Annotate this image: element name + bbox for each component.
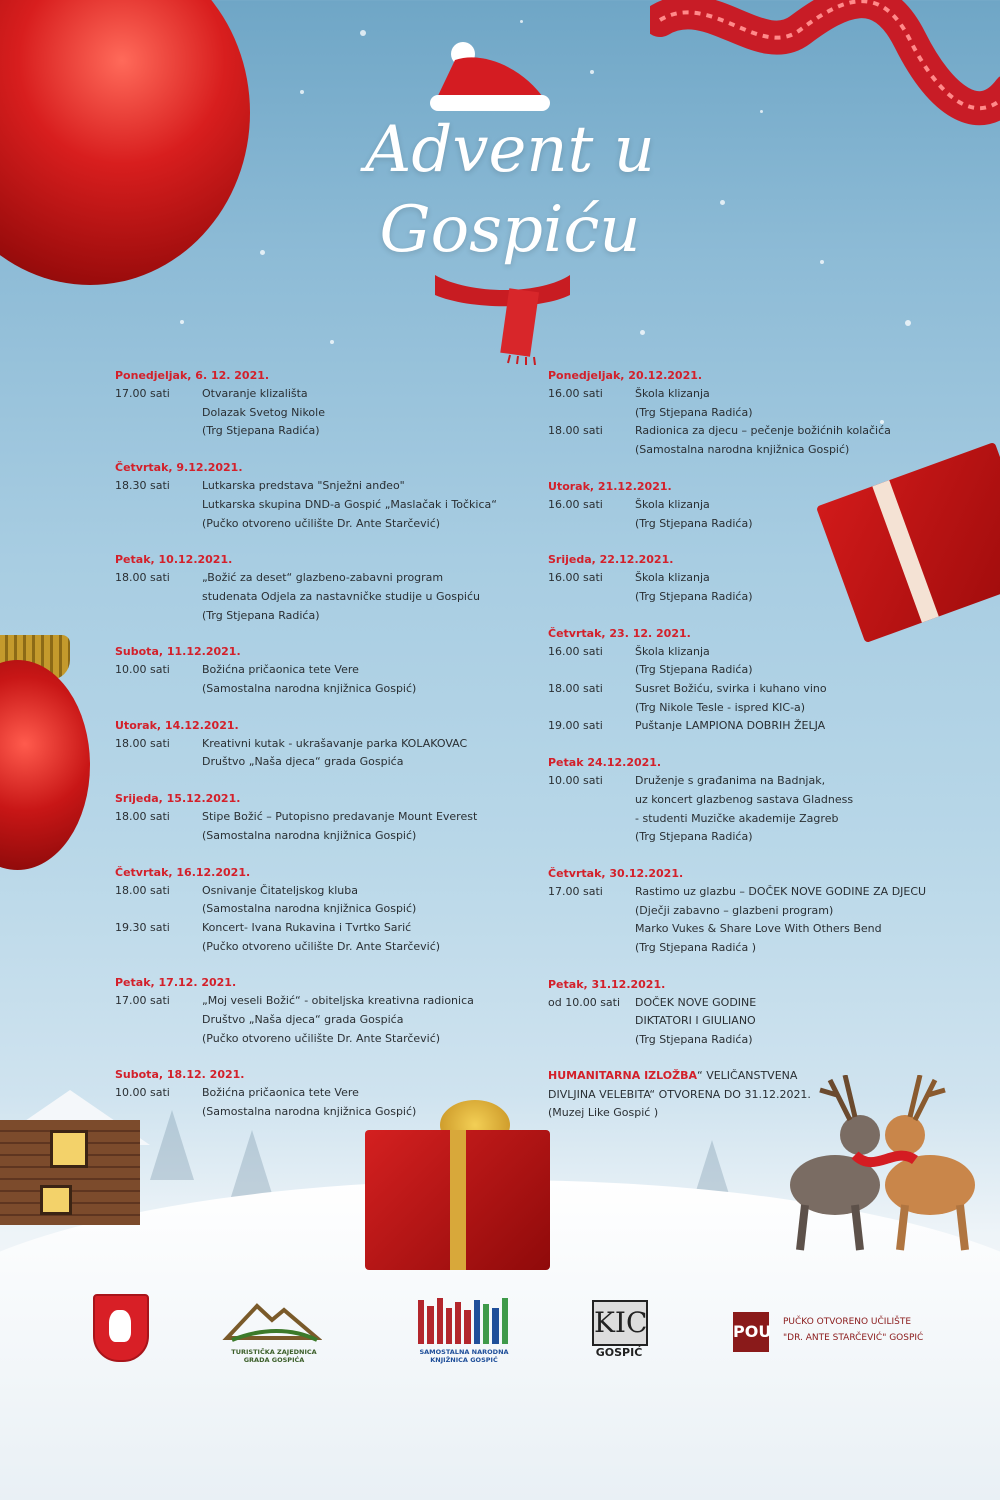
event-line: (Trg Stjepana Radića ): [635, 941, 757, 955]
event-line: (Dječji zabavno – glazbeni program): [635, 903, 834, 917]
tourist-board-name: TURISTIČKA ZAJEDNICA GRADA GOSPIĆA: [231, 1348, 317, 1364]
event-line: Stipe Božić – Putopisno predavanje Mount Everest: [202, 810, 478, 824]
event-line: (Pučko otvoreno učilište Dr. Ante Starčević): [202, 1031, 441, 1045]
page-title: [320, 110, 700, 270]
day-title: Petak, 10.12.2021.: [115, 553, 233, 567]
event-line: DIKTATORI I GIULIANO: [635, 1014, 756, 1028]
event-line: (Samostalna narodna knjižnica Gospić): [202, 1105, 417, 1119]
humanitarian-exhibition-note: [548, 1067, 968, 1123]
event-line: Rastimo uz glazbu – DOČEK NOVE GODINE ZA DJECU: [635, 884, 927, 898]
day-title: Četvrtak, 30.12.2021.: [548, 866, 684, 880]
day-title: Četvrtak, 23. 12. 2021.: [548, 626, 691, 640]
event-row: [115, 385, 515, 441]
event-line: (Pučko otvoreno učilište Dr. Ante Starčević): [202, 516, 441, 530]
day-block: [548, 366, 968, 460]
event-row: [548, 385, 968, 422]
event-line: Škola klizanja: [635, 387, 710, 400]
event-time: od 10.00 sati: [548, 995, 621, 1009]
schedule-left-column: [115, 366, 515, 1139]
title-line-2: Gospiću: [379, 193, 641, 267]
event-row: [115, 735, 515, 772]
day-block: [115, 863, 515, 957]
event-line: - studenti Muzičke akademije Zagreb: [635, 811, 839, 825]
event-line: (Pučko otvoreno učilište Dr. Ante Starčević): [202, 939, 441, 953]
event-line: Druženje s građanima na Badnjak,: [635, 774, 826, 788]
day-title: Srijeda, 22.12.2021.: [548, 553, 674, 567]
event-row: [548, 643, 968, 680]
event-line: studenata Odjela za nastavničke studije u Gospiću: [202, 589, 481, 603]
cabin-window: [40, 1185, 72, 1215]
event-time: 18.00 sati: [548, 682, 603, 696]
event-line: (Samostalna narodna knjižnica Gospić): [202, 828, 417, 842]
event-time: 10.00 sati: [115, 1086, 170, 1100]
day-block: [548, 477, 968, 533]
event-row: [115, 477, 515, 533]
event-line: (Samostalna narodna knjižnica Gospić): [635, 443, 850, 457]
event-line: (Samostalna narodna knjižnica Gospić): [202, 682, 417, 696]
event-line: Dolazak Svetog Nikole: [202, 405, 325, 419]
day-title: Četvrtak, 16.12.2021.: [115, 865, 251, 879]
event-time: 16.00 sati: [548, 387, 603, 400]
event-time: 10.00 sati: [115, 663, 170, 677]
day-title: Ponedjeljak, 20.12.2021.: [548, 369, 703, 382]
day-block: [115, 366, 515, 441]
tree-silhouette: [230, 1130, 274, 1200]
event-time: 10.00 sati: [548, 774, 603, 788]
christmas-ornament-large: [0, 0, 250, 285]
pou-name-line-1: PUČKO OTVORENO UČILIŠTE: [783, 1317, 912, 1327]
day-block: [115, 789, 515, 845]
event-line: Marko Vukes & Share Love With Others Bend: [635, 922, 882, 936]
kic-city: GOSPIĆ: [595, 1346, 643, 1359]
exhibition-location: (Muzej Like Gospić ): [548, 1106, 659, 1120]
christmas-ornament-small: [0, 660, 90, 870]
event-row: [548, 994, 968, 1050]
event-time: 16.00 sati: [548, 644, 603, 658]
event-time: 19.30 sati: [115, 920, 170, 934]
event-time: 18.00 sati: [548, 424, 603, 438]
event-line: Škola klizanja: [635, 571, 710, 585]
event-line: Kreativni kutak - ukrašavanje parka KOLAKOVAC: [202, 736, 468, 750]
title-line-1: Advent u: [365, 113, 655, 187]
event-line: uz koncert glazbenog sastava Gladness: [635, 792, 854, 806]
event-time: 18.00 sati: [115, 883, 170, 897]
event-row: [548, 717, 968, 736]
event-time: 16.00 sati: [548, 571, 603, 585]
event-row: [115, 569, 515, 625]
event-line: Božićna pričaonica tete Vere: [202, 663, 359, 677]
day-title: Ponedjeljak, 6. 12. 2021.: [115, 369, 270, 382]
event-time: 18.00 sati: [115, 810, 170, 824]
kic-logo: KIC: [592, 1300, 648, 1346]
day-title: Četvrtak, 9.12.2021.: [115, 461, 243, 475]
mountain-logo-icon: [222, 1298, 322, 1342]
pou-name-line-2: "DR. ANTE STARČEVIĆ" GOSPIĆ: [783, 1333, 924, 1343]
exhibition-line: DIVLJINA VELEBITA“ OTVORENA DO 31.12.2021.: [548, 1087, 811, 1101]
event-time: 17.00 sati: [548, 884, 603, 898]
event-row: [115, 919, 515, 956]
event-row: [548, 422, 968, 459]
event-line: Škola klizanja: [635, 644, 710, 658]
event-row: [115, 882, 515, 919]
day-block: [548, 864, 968, 958]
day-block: [548, 975, 968, 1050]
event-time: 16.00 sati: [548, 497, 603, 511]
day-block: [548, 624, 968, 737]
day-block: [548, 753, 968, 847]
day-title: Srijeda, 15.12.2021.: [115, 792, 241, 806]
event-line: Otvaranje klizališta: [202, 387, 308, 400]
event-row: [115, 1084, 515, 1121]
event-line: Susret Božiću, svirka i kuhano vino: [635, 682, 827, 696]
event-time: 19.00 sati: [548, 719, 603, 733]
schedule-right-column: [548, 366, 968, 1123]
event-row: [115, 661, 515, 698]
event-line: (Trg Stjepana Radića): [635, 830, 753, 844]
event-time: 17.00 sati: [115, 994, 170, 1008]
event-line: (Samostalna narodna knjižnica Gospić): [202, 902, 417, 916]
gift-box-center: [365, 1130, 550, 1270]
event-time: 18.00 sati: [115, 736, 170, 750]
event-line: Osnivanje Čitateljskog kluba: [202, 883, 358, 897]
event-line: Koncert- Ivana Rukavina i Tvrtko Sarić: [202, 920, 412, 934]
event-row: [548, 772, 968, 847]
event-time: 17.00 sati: [115, 387, 170, 400]
event-line: Škola klizanja: [635, 497, 710, 511]
event-line: Društvo „Naša djeca“ grada Gospića: [202, 755, 404, 769]
event-row: [548, 680, 968, 717]
day-block: [548, 550, 968, 606]
event-line: Lutkarska predstava "Snježni anđeo": [202, 479, 405, 493]
event-line: Lutkarska skupina DND-a Gospić „Maslačak i Točkica“: [202, 497, 497, 511]
library-books-icon: [418, 1296, 508, 1344]
event-row: [115, 992, 515, 1048]
scarf-icon: [430, 265, 575, 365]
event-line: Društvo „Naša djeca“ grada Gospića: [202, 1013, 404, 1027]
day-block: [115, 550, 515, 625]
event-line: „Božić za deset“ glazbeno-zabavni program: [202, 571, 444, 585]
day-title: Subota, 18.12. 2021.: [115, 1068, 245, 1082]
event-row: [548, 569, 968, 606]
event-row: [548, 496, 968, 533]
pou-logo: POU: [733, 1312, 769, 1352]
event-time: 18.00 sati: [115, 571, 170, 585]
event-line: „Moj veseli Božić“ - obiteljska kreativna radionica: [202, 994, 474, 1008]
exhibition-title-start: “ VELIČANSTVENA: [697, 1068, 798, 1082]
cabin-window: [50, 1130, 88, 1168]
event-line: DOČEK NOVE GODINE: [635, 995, 757, 1009]
day-title: Utorak, 21.12.2021.: [548, 479, 672, 493]
day-title: Petak, 17.12. 2021.: [115, 976, 237, 990]
day-title: Utorak, 14.12.2021.: [115, 718, 239, 732]
event-time: 18.30 sati: [115, 479, 170, 493]
day-title: Petak, 31.12.2021.: [548, 977, 666, 991]
event-row: [115, 808, 515, 845]
day-block: [115, 1065, 515, 1121]
event-line: (Trg Stjepana Radića): [635, 405, 753, 419]
event-line: (Trg Nikole Tesle - ispred KIC-a): [635, 700, 806, 714]
event-line: (Trg Stjepana Radića): [635, 589, 753, 603]
city-coat-of-arms-logo: [93, 1294, 149, 1362]
event-line: (Trg Stjepana Radića): [635, 516, 753, 530]
day-title: Subota, 11.12.2021.: [115, 645, 241, 659]
event-line: (Trg Stjepana Radića): [635, 1033, 753, 1047]
event-line: Božićna pričaonica tete Vere: [202, 1086, 359, 1100]
day-block: [115, 973, 515, 1048]
day-title: Petak 24.12.2021.: [548, 756, 662, 770]
pou-name: [783, 1314, 963, 1346]
day-block: [115, 716, 515, 772]
event-line: Radionica za djecu – pečenje božićnih kolačića: [635, 424, 891, 438]
ribbon-decoration: [650, 0, 1000, 150]
library-name: SAMOSTALNA NARODNA KNJIŽNICA GOSPIĆ: [419, 1348, 509, 1364]
event-line: (Trg Stjepana Radića): [635, 663, 753, 677]
event-line: (Trg Stjepana Radića): [202, 424, 320, 438]
exhibition-highlight: HUMANITARNA IZLOŽBA: [548, 1068, 697, 1082]
day-block: [115, 642, 515, 698]
event-row: [548, 883, 968, 958]
event-line: (Trg Stjepana Radića): [202, 608, 320, 622]
day-block: [115, 458, 515, 533]
event-line: Puštanje LAMPIONA DOBRIH ŽELJA: [635, 719, 826, 733]
santa-hat-icon: [415, 40, 555, 115]
sponsor-logos: [0, 1290, 1000, 1370]
